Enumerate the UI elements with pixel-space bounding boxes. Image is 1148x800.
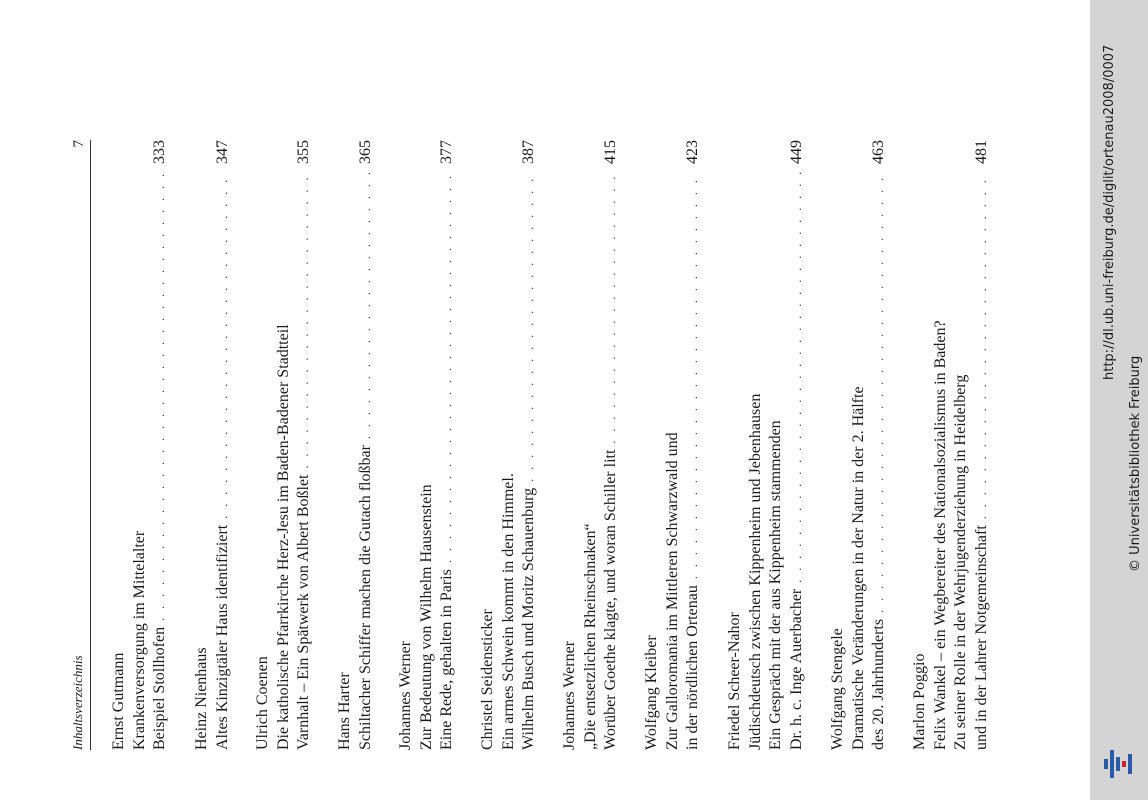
dot-leader <box>683 172 704 579</box>
entry-page-number: 347 <box>213 140 231 164</box>
toc-entry <box>642 140 704 750</box>
entry-page-number: 449 <box>787 140 805 164</box>
dot-leader <box>213 172 234 519</box>
entry-author: Johannes Werner <box>561 640 578 750</box>
entry-author: Johannes Werner <box>397 640 414 750</box>
source-url[interactable]: http://dl.ub.uni-freiburg.de/diglit/ortenau2008/0007 <box>1102 44 1117 380</box>
entry-title-line: Ein Gespräch mit der aus Kippenheim stammenden <box>767 420 784 750</box>
entry-author: Wolfgang Stengele <box>829 628 846 750</box>
dot-leader <box>972 172 993 519</box>
entry-title-line: Schiltacher Schiffer machen die Gutach floßbar <box>356 445 374 750</box>
entry-author: Ernst Gutmann <box>110 652 127 750</box>
entry-last-line <box>972 140 993 750</box>
toc-entry <box>725 140 807 750</box>
entry-last-line <box>869 140 890 750</box>
entry-page-number: 333 <box>151 140 168 164</box>
toc-entry <box>478 140 540 750</box>
entry-page-number: 415 <box>602 140 619 164</box>
entry-page-number: 423 <box>684 140 701 164</box>
entry-title-line: Zu seiner Rolle in der Wehrjugenderziehung in Heidelberg <box>952 374 969 750</box>
entry-last-line <box>437 140 458 750</box>
entry-page-number: 387 <box>520 140 537 164</box>
dot-leader <box>356 172 377 439</box>
dot-leader <box>787 172 808 583</box>
entry-page-number: 377 <box>438 140 455 164</box>
toc-entry <box>910 140 992 750</box>
entry-last-line <box>601 140 622 750</box>
entry-title-line: und in der Lahrer Notgemeinschaft <box>972 525 990 750</box>
ub-freiburg-logo-icon <box>1098 744 1140 784</box>
toc-entry <box>335 140 376 750</box>
logo-bar-middle <box>1110 750 1114 778</box>
entry-title-line: Zur Galloromania im Mittleren Schwarzwald und <box>663 432 681 750</box>
entry-author: Wolfgang Kleiber <box>643 635 660 750</box>
entry-title-line: in der nördlichen Ortenau <box>684 585 701 750</box>
toc-entry <box>828 140 890 750</box>
toc-entry <box>192 140 233 750</box>
entry-author: Friedel Scheer-Nahor <box>726 612 743 750</box>
entry-title-line: Dr. h. c. Inge Auerbacher <box>787 588 805 750</box>
entry-title-line: Varnhalt – Ein Spätwerk von Albert Boßlet <box>295 474 312 750</box>
entry-last-line <box>519 140 540 750</box>
entry-last-line <box>356 140 377 750</box>
entry-title-line: Zur Bedeutung von Wilhelm Hausenstein <box>417 484 435 750</box>
entry-last-line <box>150 140 171 750</box>
logo-bar-left-top <box>1104 759 1108 769</box>
entry-page-number: 355 <box>295 140 312 164</box>
entry-title-line: Eine Rede, gehalten in Paris <box>438 569 455 750</box>
entry-page-number: 481 <box>972 140 990 164</box>
running-header <box>60 140 91 750</box>
dot-leader <box>519 172 540 482</box>
dot-leader <box>869 172 890 613</box>
entry-title-line: Wilhelm Busch und Moritz Schauenburg <box>520 487 537 750</box>
copyright-notice: © Universitätsbibliothek Freiburg <box>1128 355 1143 572</box>
entry-page-number: 365 <box>356 140 374 164</box>
entry-last-line <box>683 140 704 750</box>
dot-leader <box>150 172 171 621</box>
logo-mark-red <box>1122 761 1126 767</box>
dot-leader <box>437 172 458 563</box>
entry-author: Heinz Nienhaus <box>193 647 210 750</box>
entry-title-line: Krankenversorgung im Mittelalter <box>130 530 148 750</box>
entry-title-line: Beispiel Stollhofen <box>151 626 168 750</box>
dot-leader <box>601 172 622 444</box>
entry-last-line <box>294 140 315 750</box>
toc-entry <box>560 140 622 750</box>
entry-title-line: Worüber Goethe klagte, und woran Schiller litt <box>602 449 619 750</box>
header-title: Inhaltsverzeichnis <box>70 655 85 750</box>
entry-title-line: Die katholische Pfarrkirche Herz-Jesu im Baden-Badener Stadtteil <box>274 324 292 750</box>
header-page-number: 7 <box>71 140 87 148</box>
document-page <box>60 50 1050 750</box>
entry-title-line: „Die entsetzlichen Rheinschnaken“ <box>581 523 599 750</box>
entry-title-line: Jüdischdeutsch zwischen Kippenheim und Jebenhausen <box>746 393 764 750</box>
toc-entry <box>109 140 171 750</box>
entry-title-line: Ein armes Schwein kommt in den Himmel. <box>499 473 517 750</box>
dot-leader <box>294 172 315 468</box>
entry-author: Ulrich Coenen <box>254 656 271 750</box>
entry-title-line: Altes Kinzigtäler Haus identifiziert <box>213 524 231 750</box>
entry-author: Marlon Poggio <box>911 653 928 750</box>
entry-author: Hans Harter <box>336 672 353 750</box>
entry-last-line <box>213 140 234 750</box>
entry-title-line: Felix Wankel – ein Wegbereiter des Nationalsozialismus in Baden? <box>931 320 949 750</box>
entry-author: Christel Seidensticker <box>479 609 496 750</box>
logo-bar-right <box>1116 757 1120 771</box>
entry-last-line <box>787 140 808 750</box>
entry-title-line: des 20. Jahrhunderts <box>870 618 887 750</box>
toc-entry <box>253 140 315 750</box>
entry-page-number: 463 <box>870 140 887 164</box>
logo-bar-far <box>1128 754 1132 774</box>
toc-entry <box>396 140 458 750</box>
entry-title-line: Dramatische Veränderungen in der Natur in der 2. Hälfte <box>849 386 867 750</box>
